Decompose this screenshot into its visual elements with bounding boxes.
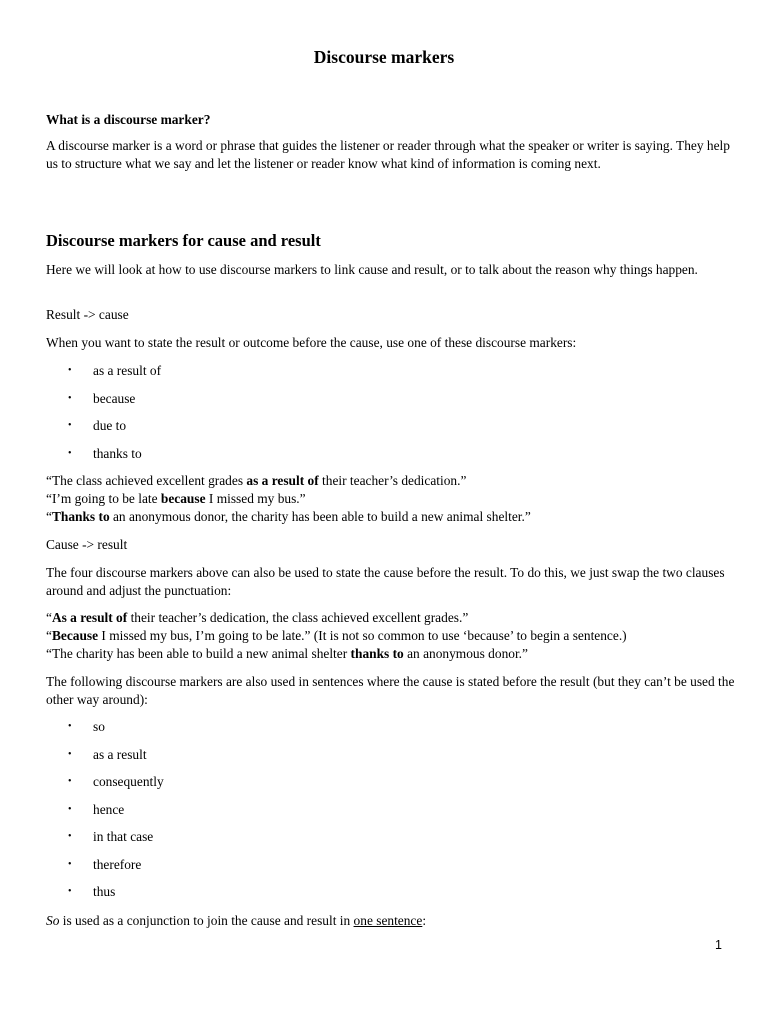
bullet-icon: •	[68, 803, 72, 815]
examples-cause-result	[46, 609, 736, 663]
example-text: “	[46, 509, 52, 524]
example-text: I missed my bus.”	[205, 491, 306, 506]
example-text: “	[46, 628, 52, 643]
cause-result-paragraph: The four discourse markers above can also be used to state the cause before the result. To do this, we just swap the two clauses around and adjust the punctuation:	[46, 565, 725, 598]
example-sentence	[46, 490, 736, 508]
bullet-icon: •	[68, 392, 72, 404]
intro-paragraph: Here we will look at how to use discourse markers to link cause and result, or to talk about the reason why things happen.	[46, 262, 698, 277]
example-text: their teacher’s dedication, the class achieved excellent grades.”	[127, 610, 469, 625]
list-item	[68, 883, 164, 911]
list-item	[68, 828, 164, 856]
definition-paragraph: A discourse marker is a word or phrase that guides the listener or reader through what the speaker or writer is saying. They help us to structure what we say and let the listener or reader know what kind of information is coming next.	[46, 138, 730, 171]
bullet-icon: •	[68, 831, 72, 842]
list-item-label: therefore	[93, 856, 142, 872]
list-item-label: due to	[93, 418, 127, 433]
list-item	[68, 801, 164, 829]
list-item-label: as a result	[93, 746, 147, 762]
one-sentence-underlined: one sentence	[353, 913, 423, 928]
list-item	[68, 856, 164, 884]
bullet-icon: •	[68, 365, 72, 376]
list-item-label: consequently	[93, 774, 164, 789]
bullet-icon: •	[68, 748, 72, 760]
example-marker: because	[160, 491, 206, 506]
example-text: I missed my bus, I’m going to be late.” (It is not so common to use ‘because’ to begin a sentence.)	[98, 628, 627, 643]
bullet-icon: •	[68, 447, 72, 459]
so-sentence-end: :	[422, 913, 427, 928]
example-text: “I’m going to be late	[46, 491, 161, 506]
so-conjunction-sentence	[46, 912, 736, 930]
example-text: an anonymous donor.”	[403, 646, 528, 661]
list-item-label: thus	[93, 884, 116, 899]
example-marker: Because	[51, 628, 99, 643]
example-text: “The class achieved excellent grades	[46, 473, 247, 488]
example-marker: As a result of	[51, 610, 128, 625]
so-word: So	[46, 913, 60, 928]
bullet-icon: •	[68, 886, 72, 897]
examples-result-cause	[46, 472, 736, 526]
so-sentence-text: is used as a conjunction to join the cause and result in	[59, 913, 354, 928]
marker-list-result-cause	[68, 362, 161, 472]
bullet-icon: •	[68, 858, 72, 870]
list-item	[68, 445, 161, 473]
example-text: an anonymous donor, the charity has been able to build a new animal shelter.”	[109, 509, 531, 524]
example-sentence	[46, 472, 736, 490]
list-item	[68, 362, 161, 390]
bullet-icon: •	[68, 776, 72, 787]
list-item	[68, 773, 164, 801]
example-sentence	[46, 627, 736, 645]
list-item-label: hence	[93, 801, 125, 817]
list-item-label: in that case	[93, 829, 154, 844]
example-sentence	[46, 645, 736, 663]
example-text: their teacher’s dedication.”	[318, 473, 467, 488]
following-markers-paragraph: The following discourse markers are also used in sentences where the cause is stated before the result (but they can’t be used the other way around):	[46, 674, 735, 707]
bullet-icon: •	[68, 721, 72, 732]
result-cause-instruction: When you want to state the result or outcome before the cause, use one of these discourse markers:	[46, 335, 577, 350]
section-heading-cause-result: Discourse markers for cause and result	[46, 231, 321, 250]
list-item	[68, 417, 161, 445]
document-title: Discourse markers	[313, 47, 455, 67]
example-marker: Thanks to	[51, 509, 110, 524]
section-heading-what-is: What is a discourse marker?	[46, 112, 211, 127]
example-marker: as a result of	[246, 473, 319, 488]
cause-result-label: Cause -> result	[46, 537, 128, 552]
list-item	[68, 718, 164, 746]
example-text: “	[46, 610, 52, 625]
list-item-label: because	[93, 390, 136, 406]
list-item-label: so	[93, 719, 105, 734]
list-item-label: thanks to	[93, 445, 142, 461]
example-sentence	[46, 508, 736, 526]
marker-list-cause-result	[68, 718, 164, 911]
page-number: 1	[715, 938, 722, 952]
list-item	[68, 746, 164, 774]
example-text: “The charity has been able to build a new animal shelter	[46, 646, 351, 661]
list-item	[68, 390, 161, 418]
example-marker: thanks to	[350, 646, 404, 661]
example-sentence	[46, 609, 736, 627]
bullet-icon: •	[68, 420, 72, 431]
list-item-label: as a result of	[93, 363, 162, 378]
result-cause-label: Result -> cause	[46, 307, 129, 322]
